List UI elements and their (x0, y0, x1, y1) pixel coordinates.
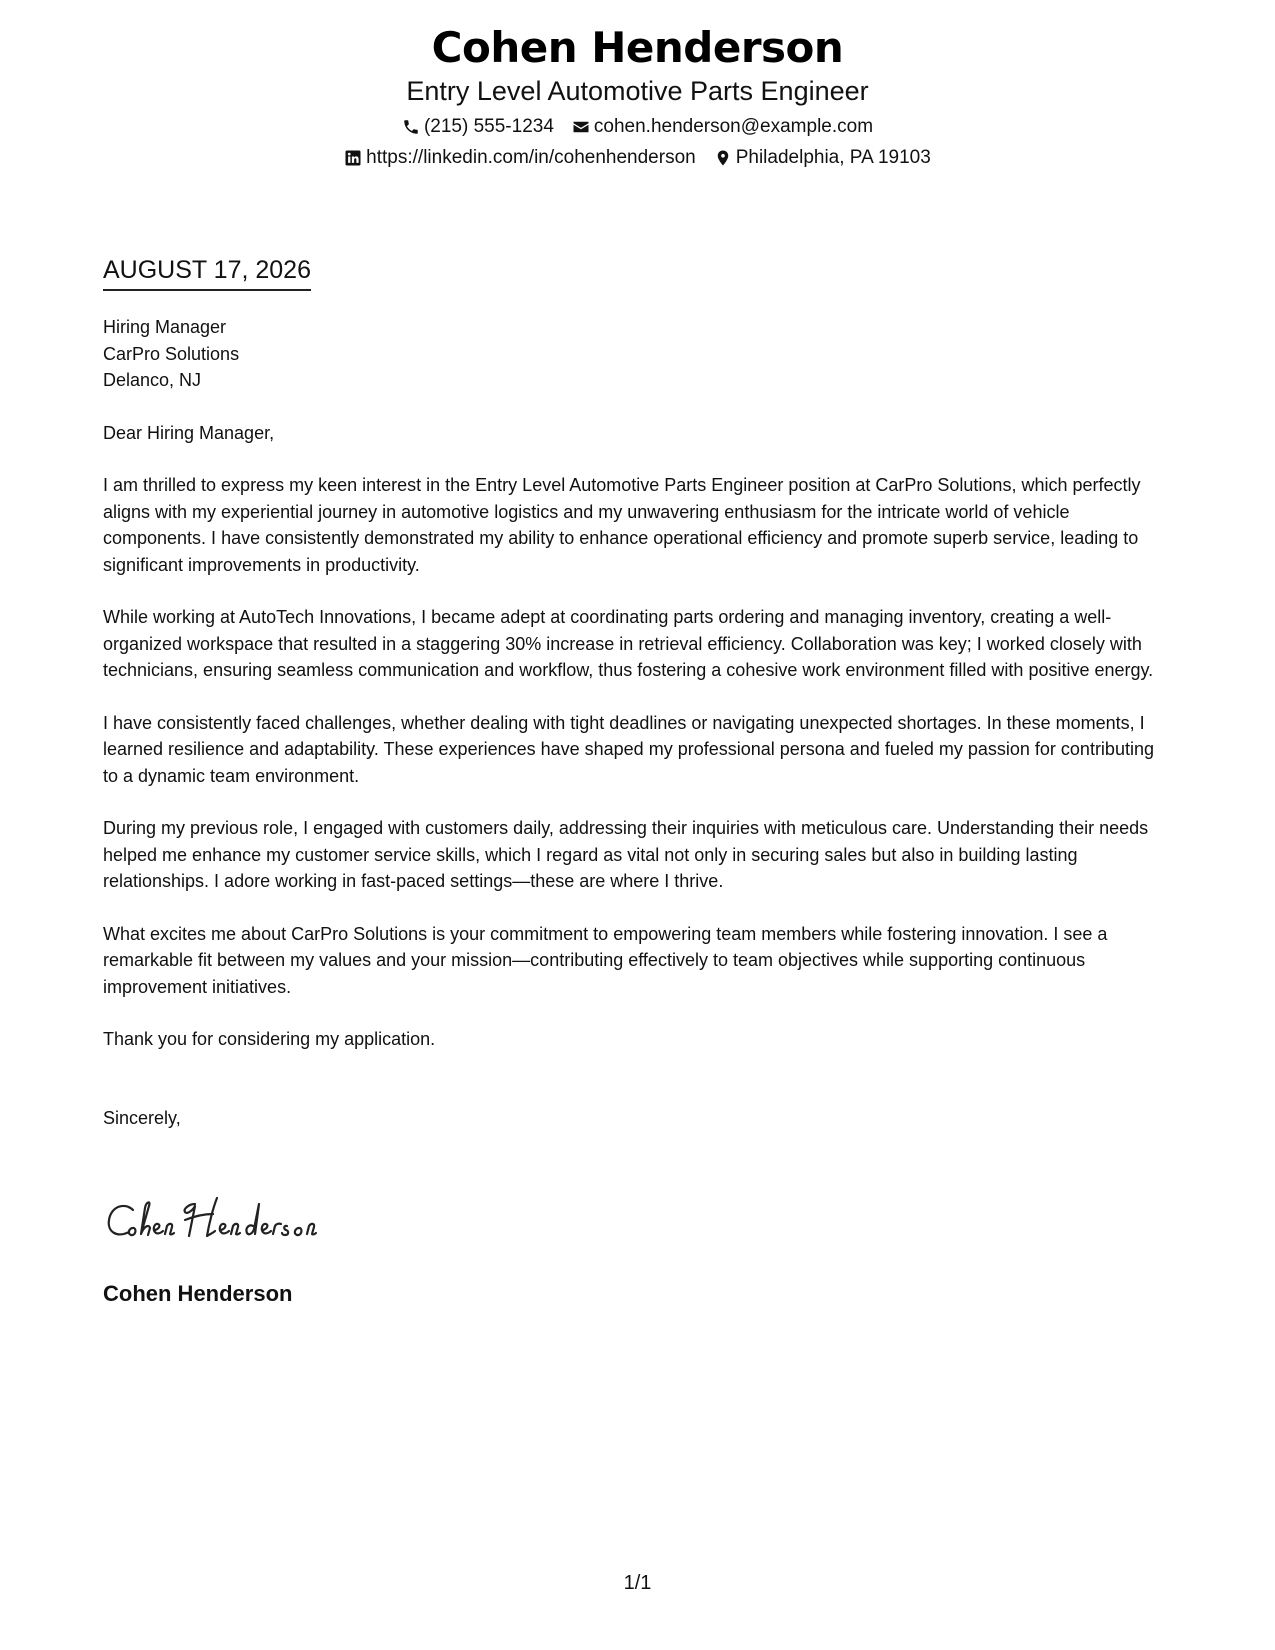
contact-email (572, 114, 873, 140)
body-paragraph: Thank you for considering my application. (103, 1029, 436, 1049)
body-paragraph: While working at AutoTech Innovations, I became adept at coordinating parts ordering and managing inventory, creating a well-organized workspace that resulted in a staggering 30% increase in retrieval efficiency. Collaboration was key; I worked closely with technicians, ensuring seamless communication and workflow, thus fostering a cohesive work environment filled with positive energy. (103, 607, 1154, 680)
email-text: cohen.henderson@example.com (593, 116, 874, 137)
recipient-block (103, 314, 1173, 394)
contact-location (714, 145, 931, 171)
contact-phone (402, 114, 554, 140)
contact-row-secondary (0, 145, 1275, 171)
body-paragraph: During my previous role, I engaged with customers daily, addressing their inquiries with meticulous care. Understanding their needs helped me enhance my customer service skills, which I regard as vital not only in securing sales but also in building lasting relationships. I adore working in fast-paced settings—these are where I thrive. (103, 818, 1149, 891)
salutation: Dear Hiring Manager, (103, 422, 275, 443)
date-block (103, 254, 311, 291)
handwritten-signature (103, 1188, 373, 1248)
closing: Sincerely, (103, 1107, 181, 1128)
recipient-line: CarPro Solutions (103, 343, 240, 364)
applicant-title: Entry Level Automotive Parts Engineer (406, 76, 869, 106)
phone-icon (402, 118, 420, 136)
linkedin-icon (344, 149, 362, 167)
body-paragraph: I am thrilled to express my keen interest in the Entry Level Automotive Parts Engineer position at CarPro Solutions, which perfectly aligns with my experiential journey in automotive logistics and my unwavering enthusiasm for the intricate world of vehicle components. I have consistently demonstrated my ability to enhance operational efficiency and promote superb service, leading to significant improvements in productivity. (103, 475, 1141, 575)
letter-header (0, 22, 1275, 171)
body-paragraph: I have consistently faced challenges, whether dealing with tight deadlines or navigating unexpected shortages. In these moments, I learned resilience and adaptability. These experiences have shaped my professional persona and fueled my passion for contributing to a dynamic team environment. (103, 712, 1154, 786)
linkedin-text: https://linkedin.com/in/cohenhenderson (366, 147, 696, 168)
applicant-name: Cohen Henderson (431, 23, 844, 72)
recipient-line: Delanco, NJ (103, 370, 202, 390)
letter-date: AUGUST 17, 2026 (103, 254, 311, 291)
phone-text: (215) 555-1234 (423, 116, 554, 137)
map-pin-icon (714, 149, 732, 167)
signer-name: Cohen Henderson (103, 1281, 293, 1306)
contact-linkedin (344, 145, 696, 171)
location-text: Philadelphia, PA 19103 (735, 147, 931, 168)
letter-body (103, 314, 1173, 1131)
page-indicator: 1/1 (623, 1572, 652, 1594)
body-paragraph: What excites me about CarPro Solutions is your commitment to empowering team members while fostering innovation. I see a remarkable fit between my values and your mission—contributing effectively to team objectives while supporting continuous improvement initiatives. (103, 923, 1108, 997)
envelope-icon (572, 118, 590, 136)
contact-row-primary (0, 114, 1275, 140)
recipient-line: Hiring Manager (103, 317, 227, 337)
